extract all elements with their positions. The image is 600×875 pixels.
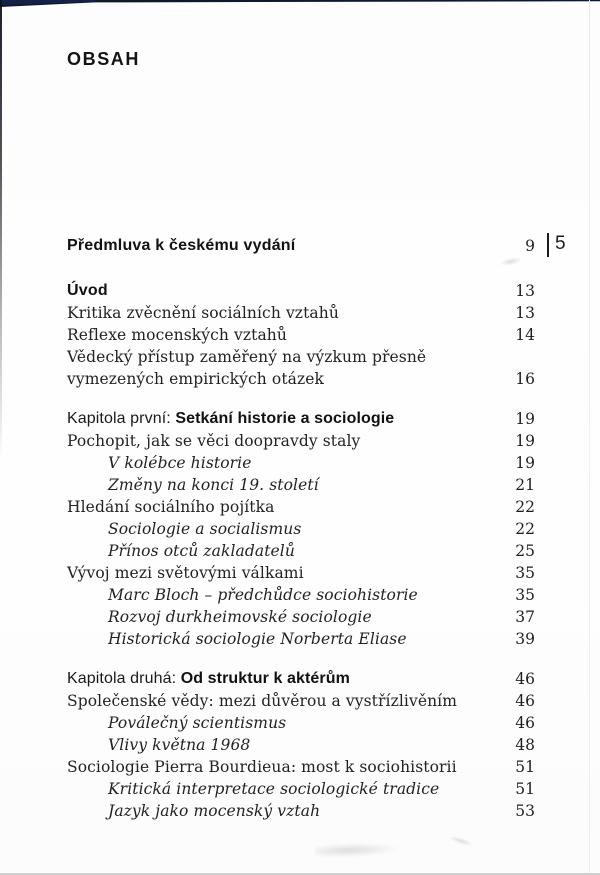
toc-entry — [67, 734, 535, 756]
toc-entry-label: Kritická interpretace sociologické tradice — [108, 780, 440, 798]
toc-entry-page-number: 21 — [515, 476, 535, 494]
toc-entry-label: Jazyk jako mocenský vztah — [108, 802, 321, 820]
toc-entry-label: Marc Bloch – předchůdce sociohistorie — [108, 586, 418, 604]
toc-entry-label: Vývoj mezi světovými válkami — [67, 564, 304, 582]
toc-entry-label: Sociologie Pierra Bourdieua: most k sociohistorii — [67, 758, 457, 776]
toc-entry-page-number: 19 — [515, 432, 535, 450]
toc-entry — [67, 540, 535, 562]
toc-entry-label — [67, 668, 350, 690]
toc-entry — [67, 346, 535, 390]
toc-section — [67, 668, 535, 822]
toc-entry — [67, 302, 535, 324]
toc-entry — [67, 584, 535, 606]
toc-section — [67, 408, 535, 650]
toc-entry — [67, 324, 535, 346]
scan-edge-right — [589, 0, 590, 875]
folio-number: 5 — [555, 233, 566, 254]
toc-entry-label: Kritika zvěcnění sociálních vztahů — [67, 304, 339, 322]
toc-entry — [67, 562, 535, 584]
toc-entry-page-number: 46 — [515, 670, 535, 688]
toc-entry-label — [67, 408, 394, 430]
toc-entry — [67, 756, 535, 778]
toc-entry — [67, 235, 535, 257]
toc-entry-label: Předmluva k českému vydání — [67, 237, 296, 254]
toc-entry-page-number: 37 — [515, 608, 535, 626]
scan-speck — [448, 834, 475, 848]
pencil-smudge — [315, 842, 400, 859]
toc-entry-label: Historická sociologie Norberta Eliase — [108, 630, 407, 648]
scan-edge-top — [0, 0, 600, 8]
toc-entry — [67, 430, 535, 452]
scan-edge-left — [0, 0, 2, 460]
toc-section — [67, 280, 535, 390]
toc-entry-label: Hledání sociálního pojítka — [67, 498, 275, 516]
toc-entry-page-number: 19 — [515, 410, 535, 428]
toc-entry-label: Poválečný scientismus — [108, 714, 287, 732]
chapter-prefix: Kapitola druhá: — [67, 670, 181, 687]
toc-entry — [67, 496, 535, 518]
folio-page-number — [547, 233, 566, 257]
toc-entry-page-number: 19 — [515, 454, 535, 472]
toc-entry — [67, 606, 535, 628]
toc-entry-page-number: 13 — [515, 282, 535, 300]
toc-entry-label: Vědecký přístup zaměřený na výzkum přesně vymezených empirických otázek — [67, 348, 427, 388]
toc-entry-page-number: 9 — [525, 237, 535, 255]
folio-rule — [547, 233, 549, 257]
toc-entry — [67, 518, 535, 540]
toc-entry-label: Úvod — [67, 282, 108, 299]
toc-section — [67, 235, 535, 257]
toc-entry — [67, 668, 535, 690]
toc-entry — [67, 712, 535, 734]
toc-entry-label: Společenské vědy: mezi důvěrou a vystřízlivěním — [67, 692, 458, 710]
toc-entry-page-number: 48 — [515, 736, 535, 754]
toc-entry-page-number: 53 — [515, 802, 535, 820]
toc-entry-page-number: 51 — [515, 780, 535, 798]
toc-entry-page-number: 35 — [515, 564, 535, 582]
toc-entry — [67, 690, 535, 712]
toc-entry — [67, 628, 535, 650]
toc-entry-page-number: 46 — [515, 692, 535, 710]
toc-entry — [67, 800, 535, 822]
toc-entry-page-number: 13 — [515, 304, 535, 322]
toc-entry-label: Přínos otců zakladatelů — [108, 542, 295, 560]
page-title: OBSAH — [67, 49, 141, 69]
toc-entry-page-number: 14 — [515, 326, 535, 344]
chapter-title: Setkání historie a sociologie — [175, 410, 395, 427]
toc-entry — [67, 778, 535, 800]
toc-entry-label: Vlivy května 1968 — [108, 736, 251, 754]
toc-entry-label: Reflexe mocenských vztahů — [67, 326, 287, 344]
toc-entry-page-number: 16 — [515, 370, 535, 388]
table-of-contents — [67, 235, 535, 822]
toc-entry-page-number: 46 — [515, 714, 535, 732]
chapter-prefix: Kapitola první: — [67, 410, 176, 427]
toc-entry — [67, 280, 535, 302]
toc-entry — [67, 408, 535, 430]
toc-entry-page-number: 39 — [515, 630, 535, 648]
toc-entry — [67, 452, 535, 474]
toc-entry — [67, 474, 535, 496]
toc-entry-page-number: 22 — [515, 498, 535, 516]
toc-entry-page-number: 51 — [515, 758, 535, 776]
chapter-title: Od struktur k aktérům — [180, 670, 350, 687]
toc-entry-page-number: 35 — [515, 586, 535, 604]
toc-entry-label: Pochopit, jak se věci doopravdy staly — [67, 432, 361, 450]
toc-entry-page-number: 22 — [515, 520, 535, 538]
toc-entry-label: Sociologie a socialismus — [108, 520, 302, 538]
toc-entry-label: Rozvoj durkheimovské sociologie — [108, 608, 372, 626]
toc-entry-page-number: 25 — [515, 542, 535, 560]
toc-entry-label: V kolébce historie — [108, 454, 252, 472]
toc-entry-label: Změny na konci 19. století — [108, 476, 319, 494]
